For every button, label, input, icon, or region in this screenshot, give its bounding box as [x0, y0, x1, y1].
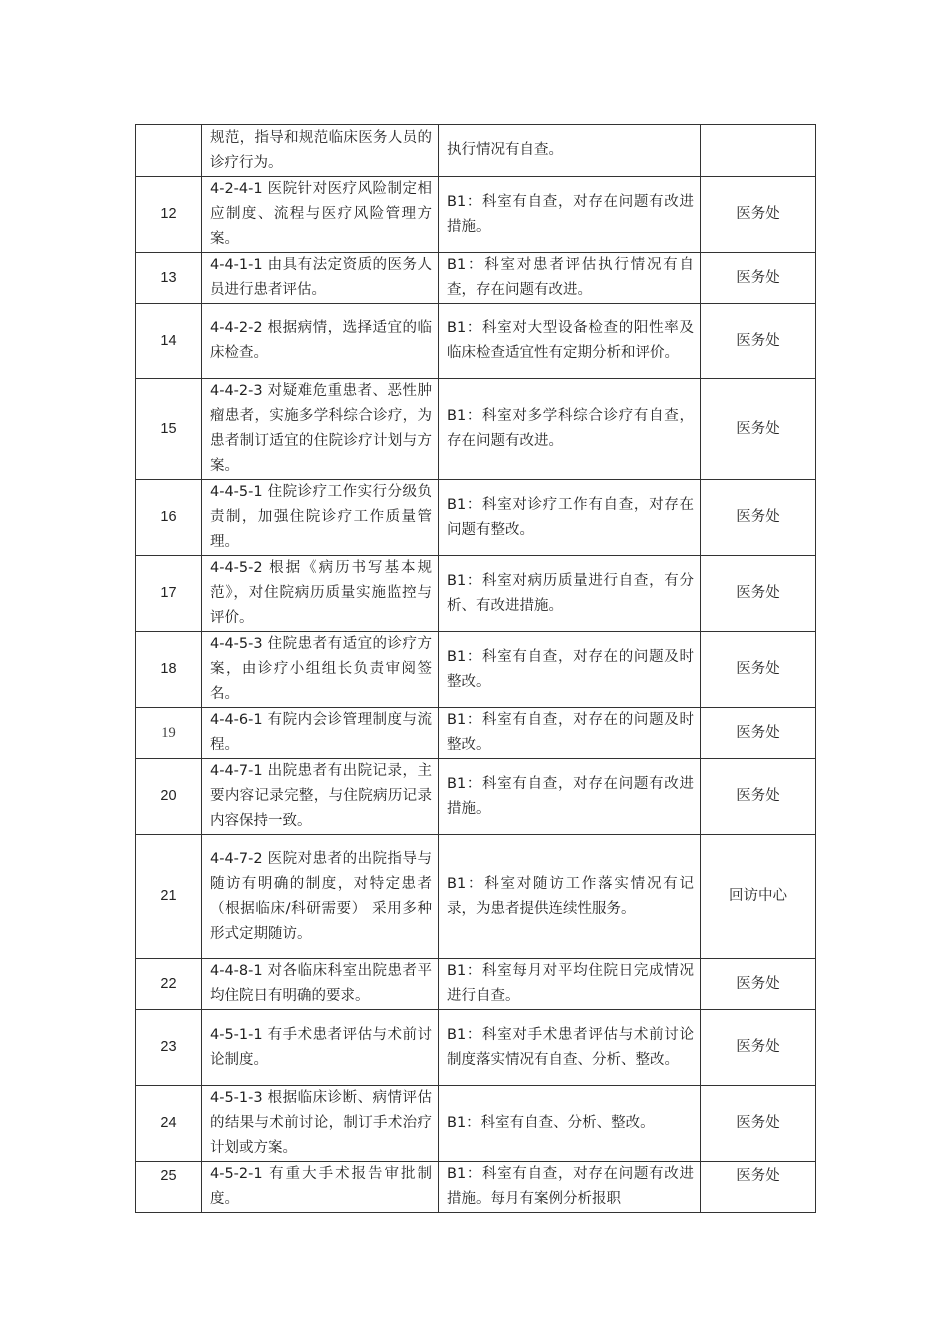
- table-row: [136, 177, 816, 253]
- department: 医务处: [701, 708, 816, 759]
- department: 医务处: [701, 253, 816, 304]
- table-row: [136, 759, 816, 835]
- table-row: [136, 125, 816, 177]
- row-number: 23: [136, 1010, 202, 1086]
- standard-text: B1：科室有自查，对存在的问题及时整改。: [439, 632, 701, 708]
- table-row: [136, 1086, 816, 1162]
- standard-text: B1：科室对随访工作落实情况有记录，为患者提供连续性服务。: [439, 835, 701, 959]
- department: 回访中心: [701, 835, 816, 959]
- department: 医务处: [701, 632, 816, 708]
- department: 医务处: [701, 480, 816, 556]
- item-text: 4-4-2-2 根据病情，选择适宜的临床检查。: [202, 304, 439, 379]
- row-number: 12: [136, 177, 202, 253]
- table-row: [136, 1162, 816, 1213]
- row-number: 14: [136, 304, 202, 379]
- row-number: 24: [136, 1086, 202, 1162]
- table-row: [136, 1010, 816, 1086]
- row-number: 18: [136, 632, 202, 708]
- row-number: 20: [136, 759, 202, 835]
- table-row: [136, 708, 816, 759]
- table-row: [136, 835, 816, 959]
- item-text: 4-4-5-2 根据《病历书写基本规范》，对住院病历质量实施监控与评价。: [202, 556, 439, 632]
- table-row: [136, 959, 816, 1010]
- row-number: 16: [136, 480, 202, 556]
- standard-text: B1：科室有自查，对存在问题有改进措施。: [439, 759, 701, 835]
- standard-text: B1：科室对病历质量进行自查，有分析、有改进措施。: [439, 556, 701, 632]
- table-row: [136, 253, 816, 304]
- item-text: 4-4-1-1 由具有法定资质的医务人员进行患者评估。: [202, 253, 439, 304]
- table-row: [136, 304, 816, 379]
- standard-text: 执行情况有自查。: [439, 125, 701, 177]
- standard-text: B1：科室对多学科综合诊疗有自查，存在问题有改进。: [439, 379, 701, 480]
- item-text: 4-2-4-1 医院针对医疗风险制定相应制度、流程与医疗风险管理方案。: [202, 177, 439, 253]
- row-number: 25: [136, 1162, 202, 1213]
- item-text: 规范，指导和规范临床医务人员的诊疗行为。: [202, 125, 439, 177]
- standards-table: [135, 124, 816, 1213]
- row-number: 13: [136, 253, 202, 304]
- row-number: 15: [136, 379, 202, 480]
- table-row: [136, 632, 816, 708]
- item-text: 4-4-7-2 医院对患者的出院指导与随访有明确的制度，对特定患者（根据临床/科研需要） 采用多种形式定期随访。: [202, 835, 439, 959]
- standard-text: B1：科室每月对平均住院日完成情况进行自查。: [439, 959, 701, 1010]
- item-text: 4-4-6-1 有院内会诊管理制度与流程。: [202, 708, 439, 759]
- department: 医务处: [701, 1086, 816, 1162]
- row-number: 19: [136, 708, 202, 759]
- row-number: 17: [136, 556, 202, 632]
- item-text: 4-4-5-3 住院患者有适宜的诊疗方案，由诊疗小组组长负责审阅签名。: [202, 632, 439, 708]
- row-number: [136, 125, 202, 177]
- item-text: 4-5-1-1 有手术患者评估与术前讨论制度。: [202, 1010, 439, 1086]
- row-number: 22: [136, 959, 202, 1010]
- standard-text: B1：科室有自查、分析、整改。: [439, 1086, 701, 1162]
- table-row: [136, 556, 816, 632]
- item-text: 4-4-2-3 对疑难危重患者、恶性肿瘤患者，实施多学科综合诊疗，为患者制订适宜的住院诊疗计划与方案。: [202, 379, 439, 480]
- item-text: 4-4-7-1 出院患者有出院记录，主要内容记录完整，与住院病历记录内容保持一致。: [202, 759, 439, 835]
- department: 医务处: [701, 959, 816, 1010]
- item-text: 4-4-5-1 住院诊疗工作实行分级负责制，加强住院诊疗工作质量管理。: [202, 480, 439, 556]
- standard-text: B1：科室有自查，对存在问题有改进措施。每月有案例分析报职: [439, 1162, 701, 1213]
- row-number: 21: [136, 835, 202, 959]
- department: 医务处: [701, 177, 816, 253]
- department: 医务处: [701, 556, 816, 632]
- item-text: 4-4-8-1 对各临床科室出院患者平均住院日有明确的要求。: [202, 959, 439, 1010]
- standard-text: B1：科室有自查，对存在问题有改进措施。: [439, 177, 701, 253]
- standard-text: B1：科室有自查，对存在的问题及时整改。: [439, 708, 701, 759]
- table-row: [136, 480, 816, 556]
- item-text: 4-5-2-1 有重大手术报告审批制度。: [202, 1162, 439, 1213]
- standard-text: B1：科室对患者评估执行情况有自查，存在问题有改进。: [439, 253, 701, 304]
- department: 医务处: [701, 304, 816, 379]
- table-row: [136, 379, 816, 480]
- department: 医务处: [701, 1162, 816, 1213]
- standard-text: B1：科室对手术患者评估与术前讨论制度落实情况有自查、分析、整改。: [439, 1010, 701, 1086]
- item-text: 4-5-1-3 根据临床诊断、病情评估的结果与术前讨论，制订手术治疗计划或方案。: [202, 1086, 439, 1162]
- department: 医务处: [701, 759, 816, 835]
- department: 医务处: [701, 379, 816, 480]
- department: 医务处: [701, 1010, 816, 1086]
- department: [701, 125, 816, 177]
- standard-text: B1：科室对大型设备检查的阳性率及临床检查适宜性有定期分析和评价。: [439, 304, 701, 379]
- standard-text: B1：科室对诊疗工作有自查，对存在问题有整改。: [439, 480, 701, 556]
